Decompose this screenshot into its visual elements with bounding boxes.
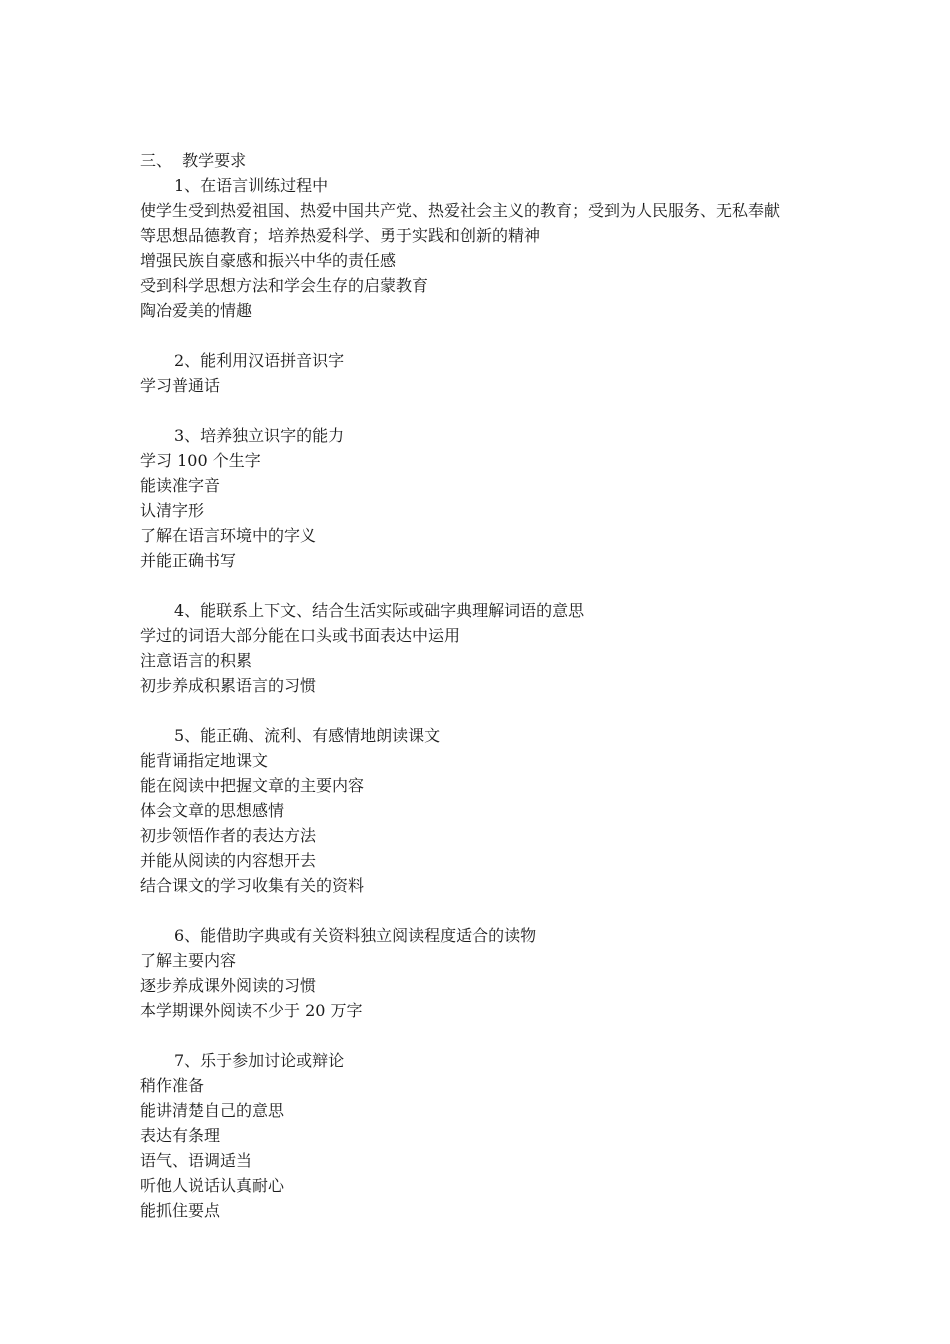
requirement-line: 等思想品德教育；培养热爱科学、勇于实践和创新的精神 <box>140 226 541 245</box>
requirement-line: 听他人说话认真耐心 <box>140 1176 285 1195</box>
requirement-title: 3、培养独立识字的能力 <box>174 426 345 445</box>
requirement-title: 2、能利用汉语拼音识字 <box>174 351 345 370</box>
requirement-line: 能讲清楚自己的意思 <box>140 1101 285 1120</box>
requirement-section-2 <box>140 348 820 398</box>
requirement-line: 体会文章的思想感情 <box>140 801 285 820</box>
requirement-section-5 <box>140 723 820 898</box>
requirement-section-3 <box>140 423 820 573</box>
requirement-line: 逐步养成课外阅读的习惯 <box>140 976 317 995</box>
requirement-line: 表达有条理 <box>140 1126 221 1145</box>
requirement-line: 结合课文的学习收集有关的资料 <box>140 876 365 895</box>
requirement-title: 4、能联系上下文、结合生活实际或础字典理解词语的意思 <box>174 601 585 620</box>
requirement-line: 并能正确书写 <box>140 551 237 570</box>
blank-line <box>140 1023 820 1048</box>
blank-line <box>140 698 820 723</box>
requirement-line: 能在阅读中把握文章的主要内容 <box>140 776 365 795</box>
requirement-line: 注意语言的积累 <box>140 651 253 670</box>
requirement-line: 本学期课外阅读不少于 20 万字 <box>140 1001 363 1020</box>
requirement-line: 学习普通话 <box>140 376 221 395</box>
blank-line <box>140 573 820 598</box>
requirement-title: 1、在语言训练过程中 <box>174 176 329 195</box>
requirement-line: 使学生受到热爱祖国、热爱中国共产党、热爱社会主义的教育；受到为人民服务、无私奉献 <box>140 201 781 220</box>
requirement-line: 稍作准备 <box>140 1076 205 1095</box>
requirement-line: 能读准字音 <box>140 476 221 495</box>
requirement-line: 陶冶爱美的情趣 <box>140 301 253 320</box>
requirement-line: 认清字形 <box>140 501 205 520</box>
blank-line <box>140 898 820 923</box>
requirement-line: 了解主要内容 <box>140 951 237 970</box>
requirement-line: 增强民族自豪感和振兴中华的责任感 <box>140 251 397 270</box>
requirement-line: 初步养成积累语言的习惯 <box>140 676 317 695</box>
requirement-section-7 <box>140 1048 820 1223</box>
requirement-section-4 <box>140 598 820 698</box>
requirement-line: 能抓住要点 <box>140 1201 221 1220</box>
requirement-title: 6、能借助字典或有关资料独立阅读程度适合的读物 <box>174 926 537 945</box>
document-body <box>140 148 820 1223</box>
blank-line <box>140 323 820 348</box>
requirement-section-1 <box>140 173 820 323</box>
requirement-line: 了解在语言环境中的字义 <box>140 526 317 545</box>
requirement-line: 语气、语调适当 <box>140 1151 253 1170</box>
requirement-line: 能背诵指定地课文 <box>140 751 269 770</box>
requirement-line: 初步领悟作者的表达方法 <box>140 826 317 845</box>
requirement-title: 7、乐于参加讨论或辩论 <box>174 1051 345 1070</box>
requirement-line: 学过的词语大部分能在口头或书面表达中运用 <box>140 626 461 645</box>
requirement-line: 受到科学思想方法和学会生存的启蒙教育 <box>140 276 429 295</box>
requirement-line: 学习 100 个生字 <box>140 451 261 470</box>
requirement-section-6 <box>140 923 820 1023</box>
section-heading: 三、 教学要求 <box>140 151 247 170</box>
requirement-line: 并能从阅读的内容想开去 <box>140 851 317 870</box>
requirement-title: 5、能正确、流利、有感情地朗读课文 <box>174 726 441 745</box>
blank-line <box>140 398 820 423</box>
